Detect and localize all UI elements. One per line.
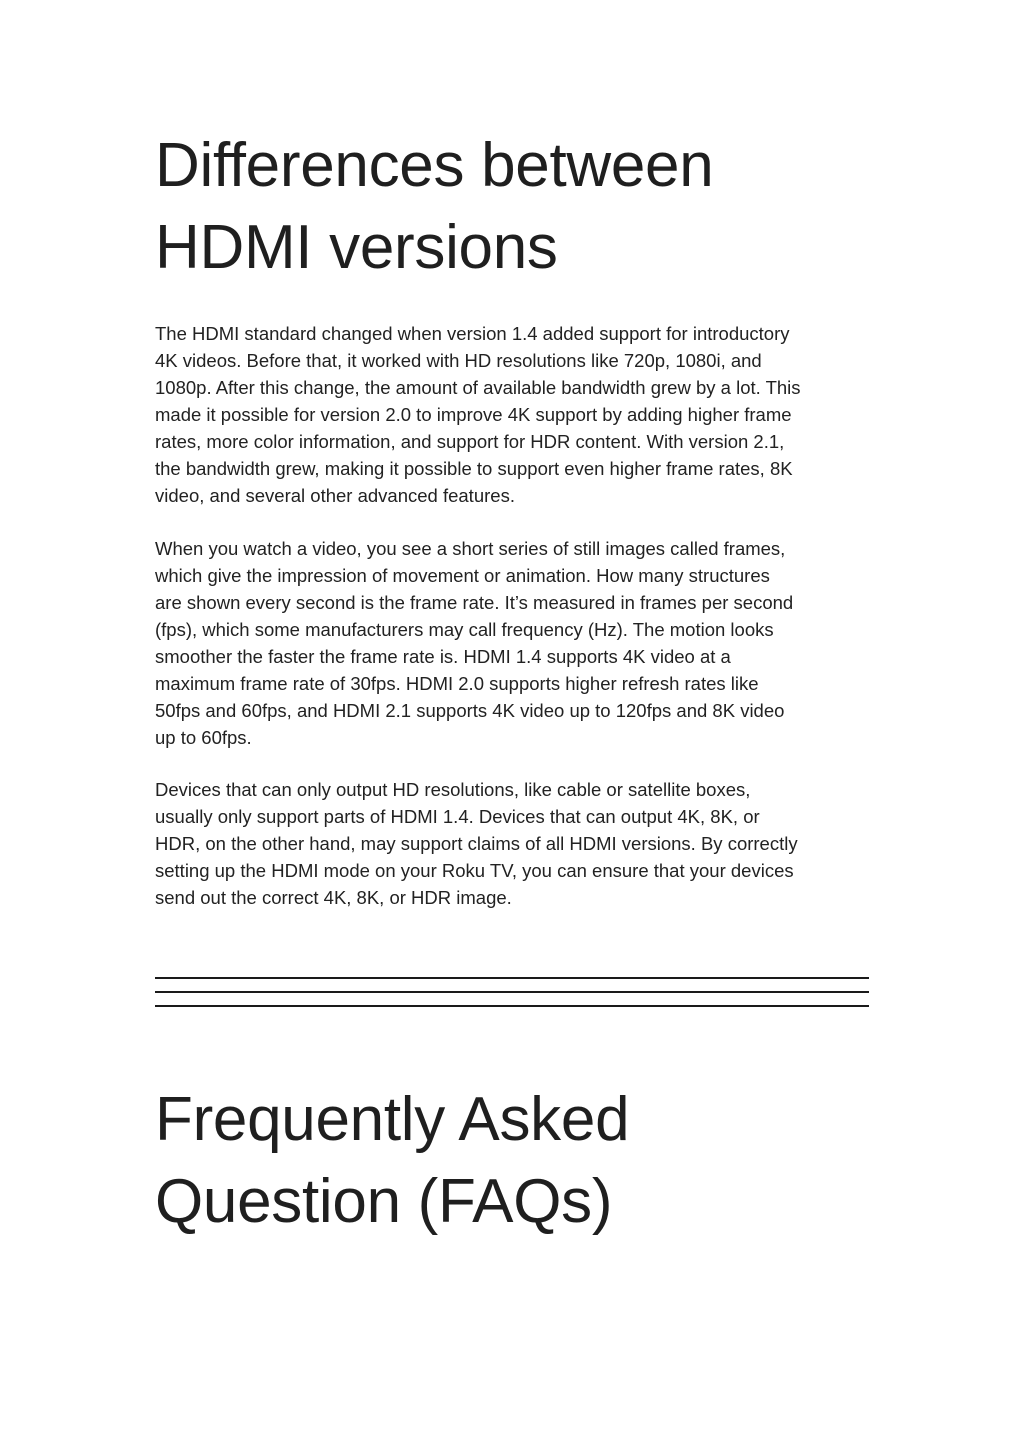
paragraph-hdmi-standard — [155, 320, 871, 509]
divider-rule — [155, 991, 869, 993]
paragraph-devices — [155, 776, 871, 911]
paragraph-line: maximum frame rate of 30fps. HDMI 2.0 supports higher refresh rates like — [155, 673, 759, 694]
section-heading-faqs — [155, 1079, 629, 1243]
paragraph-line: usually only support parts of HDMI 1.4. Devices that can output 4K, 8K, or — [155, 806, 760, 827]
paragraph-line: Devices that can only output HD resolutions, like cable or satellite boxes, — [155, 779, 751, 800]
paragraph-frame-rate — [155, 535, 871, 751]
paragraph-line: When you watch a video, you see a short series of still images called frames, — [155, 538, 786, 559]
paragraph-line: 1080p. After this change, the amount of available bandwidth grew by a lot. This — [155, 377, 801, 398]
paragraph-line: setting up the HDMI mode on your Roku TV, you can ensure that your devices — [155, 860, 794, 881]
heading-line: Question (FAQs) — [155, 1167, 613, 1236]
paragraph-line: (fps), which some manufacturers may call frequency (Hz). The motion looks — [155, 619, 774, 640]
divider-rule — [155, 1005, 869, 1007]
paragraph-line: The HDMI standard changed when version 1.4 added support for introductory — [155, 323, 790, 344]
section-divider — [155, 977, 869, 1019]
heading-line: Frequently Asked — [155, 1085, 630, 1154]
paragraph-line: rates, more color information, and support for HDR content. With version 2.1, — [155, 431, 785, 452]
paragraph-line: 4K videos. Before that, it worked with HD resolutions like 720p, 1080i, and — [155, 350, 762, 371]
paragraph-line: smoother the faster the frame rate is. HDMI 1.4 supports 4K video at a — [155, 646, 731, 667]
paragraph-line: are shown every second is the frame rate. It’s measured in frames per second — [155, 592, 794, 613]
paragraph-line: which give the impression of movement or animation. How many structures — [155, 565, 770, 586]
heading-line: HDMI versions — [155, 213, 558, 282]
paragraph-line: up to 60fps. — [155, 727, 252, 748]
paragraph-line: made it possible for version 2.0 to improve 4K support by adding higher frame — [155, 404, 792, 425]
heading-line: Differences between — [155, 131, 714, 200]
paragraph-line: video, and several other advanced features. — [155, 485, 515, 506]
paragraph-line: 50fps and 60fps, and HDMI 2.1 supports 4K video up to 120fps and 8K video — [155, 700, 785, 721]
divider-rule — [155, 977, 869, 979]
paragraph-line: send out the correct 4K, 8K, or HDR image. — [155, 887, 512, 908]
section-heading-hdmi-versions — [155, 125, 713, 289]
paragraph-line: the bandwidth grew, making it possible to support even higher frame rates, 8K — [155, 458, 793, 479]
paragraph-line: HDR, on the other hand, may support claims of all HDMI versions. By correctly — [155, 833, 798, 854]
